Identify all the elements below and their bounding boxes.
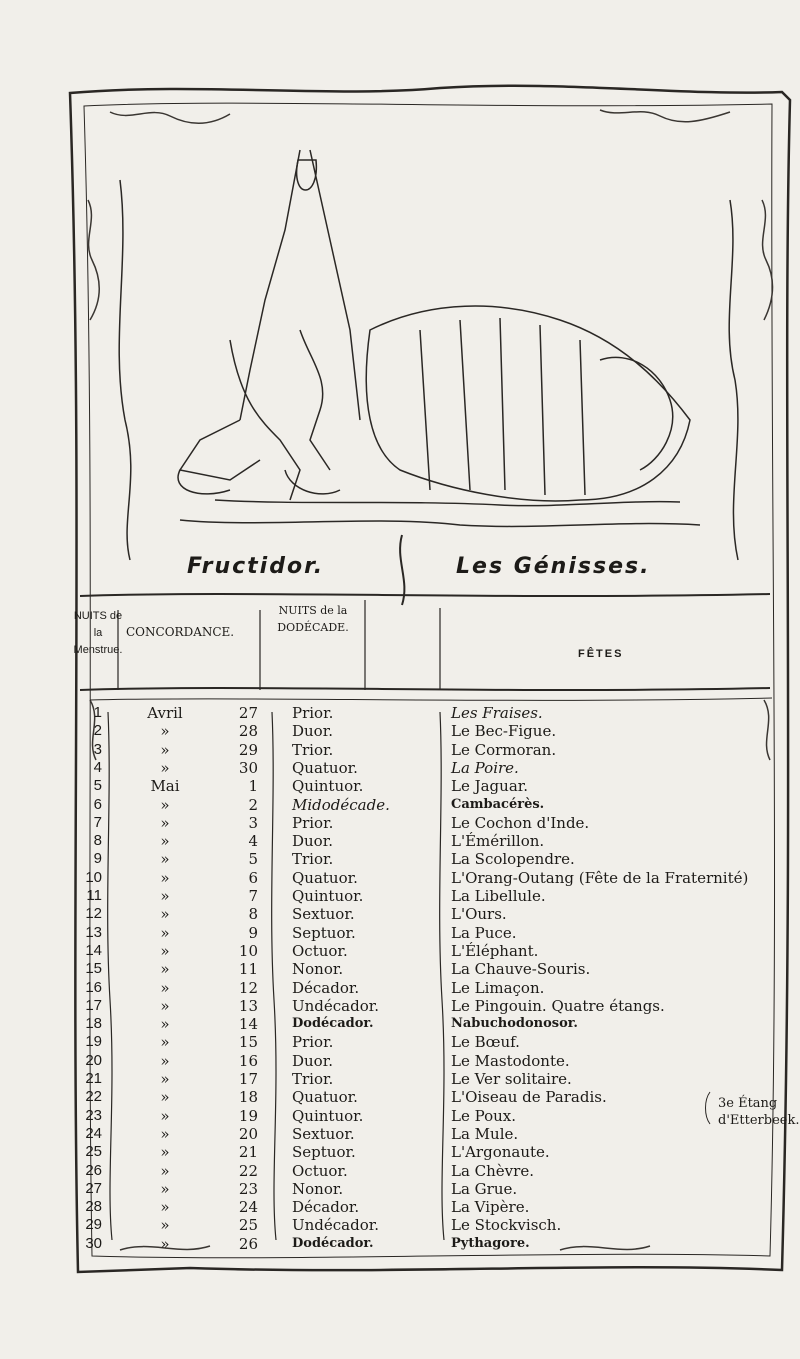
row-night-name: Septuor. [292,1143,356,1162]
row-month: » [160,1234,170,1253]
row-number: 6 [93,795,102,813]
row-number: 3 [93,740,102,758]
row-number: 2 [93,722,102,740]
row-day: 26 [238,1234,258,1253]
row-night-name: Quatuor. [292,1088,358,1107]
row-day: 14 [238,1015,258,1034]
row-fete: Le Poux. [451,1106,517,1125]
row-number: 7 [93,813,102,831]
row-month: Avril [147,704,183,722]
row-fete: Le Cochon d'Inde. [451,813,590,832]
row-night-name: Midodécade. [292,795,390,814]
row-night-name: Duor. [292,722,334,741]
row-month: Mai [150,777,180,796]
row-night-name: Trior. [292,740,334,759]
row-day: 29 [238,740,258,759]
row-night-name: Duor. [292,1051,334,1070]
row-number: 20 [85,1051,102,1069]
row-fete: Le Pingouin. Quatre étangs. [451,996,665,1015]
row-month: » [160,887,170,905]
row-fete: Cambacérès. [451,796,545,812]
row-night-name: Duor. [292,832,334,851]
row-number: 19 [85,1033,102,1051]
title-les-genisses: Les Génisses. [456,554,651,579]
row-day: 28 [238,722,258,741]
row-month: » [160,795,170,814]
row-month: » [160,868,170,887]
row-day: 21 [238,1143,258,1162]
row-day: 9 [248,923,258,942]
row-day: 23 [238,1179,258,1198]
row-fete: La Grue. [451,1179,518,1198]
row-number: 18 [85,1015,102,1033]
row-month: » [160,1051,170,1070]
row-fete: Le Bec-Figue. [451,722,557,741]
title-fructidor: Fructidor. [187,554,325,579]
row-night-name: Prior. [292,1033,334,1052]
row-month: » [160,923,170,942]
row-night-name: Dodécador. [292,1016,374,1032]
row-night-name: Sextuor. [292,905,355,924]
row-fete: Le Cormoran. [451,740,557,759]
row-fete: L'Argonaute. [451,1143,550,1162]
row-fete: L'Éléphant. [451,941,539,960]
row-number: 9 [93,850,102,868]
side-note-line1: 3e Étang [718,1096,778,1111]
row-number: 8 [93,832,102,850]
row-day: 15 [238,1033,258,1052]
row-number: 4 [93,758,102,776]
row-month: » [160,978,170,997]
row-fete: La Vipère. [451,1198,530,1217]
row-month: » [160,960,170,979]
row-number: 14 [85,941,102,959]
row-day: 17 [238,1070,258,1088]
row-month: » [160,1088,170,1107]
row-night-name: Trior. [292,1070,334,1088]
row-day: 24 [238,1198,258,1217]
header-nuits-menstrue: NUITS de la Menstrue. [73,610,123,656]
header-nuits-dodecade: NUITS de la DODÉCADE. [277,604,349,634]
row-month: » [160,1179,170,1198]
row-day: 1 [248,777,258,796]
row-fete: L'Émérillon. [451,832,545,851]
row-night-name: Undécador. [292,1216,380,1235]
row-night-name: Prior. [292,813,334,832]
row-night-name: Octuor. [292,1161,348,1180]
row-fete: Le Jaguar. [451,777,529,796]
row-fete: L'Orang-Outang (Fête de la Fraternité) [451,868,749,887]
row-month: » [160,1143,170,1162]
row-day: 20 [238,1124,258,1143]
row-month: » [160,1033,170,1052]
row-fete: Le Limaçon. [451,978,545,997]
row-night-name: Septuor. [292,923,356,942]
row-night-name: Dodécador. [292,1235,374,1251]
row-night-name: Décador. [292,1198,360,1217]
row-month: » [160,996,170,1015]
side-note-line2: d'Etterbeek. [718,1113,800,1128]
row-fete: L'Ours. [451,905,507,924]
row-number: 28 [85,1198,102,1216]
row-fete: La Puce. [451,923,517,942]
row-fete: La Libellule. [451,887,546,905]
row-month: » [160,1124,170,1143]
row-month: » [160,1106,170,1125]
row-day: 18 [238,1088,258,1107]
row-number: 15 [85,960,102,978]
row-day: 4 [248,832,258,851]
row-fete: La Scolopendre. [451,850,575,869]
row-month: » [160,1216,170,1235]
row-month: » [160,1161,170,1180]
row-fete: Pythagore. [451,1235,530,1251]
header-concordance: CONCORDANCE. [126,625,235,639]
row-night-name: Quintuor. [292,1106,364,1125]
row-day: 16 [238,1051,258,1070]
row-number: 13 [85,923,102,941]
row-fete: Nabuchodonosor. [451,1016,578,1032]
row-number: 21 [85,1070,102,1087]
row-day: 3 [248,813,258,832]
row-number: 16 [85,978,102,996]
side-note-etang [718,1095,799,1129]
row-day: 30 [238,758,258,777]
table-row [0,1233,800,1255]
row-night-name: Octuor. [292,941,348,960]
header-fetes: FÊTES [578,648,624,660]
row-fete: Le Stockvisch. [451,1216,562,1235]
row-fete: La Poire. [451,758,519,777]
row-night-name: Décador. [292,978,360,997]
row-day: 25 [238,1216,258,1235]
row-day: 7 [248,887,258,905]
row-number: 12 [85,905,102,923]
row-fete: Le Mastodonte. [451,1051,570,1070]
row-day: 13 [238,996,258,1015]
row-night-name: Quatuor. [292,868,358,887]
row-night-name: Prior. [292,704,334,722]
row-fete: Le Ver solitaire. [451,1070,572,1088]
row-number: 30 [85,1234,102,1252]
row-day: 22 [238,1161,258,1180]
row-day: 2 [248,795,258,814]
row-number: 22 [85,1088,102,1106]
row-night-name: Quintuor. [292,887,364,905]
row-number: 1 [93,704,102,721]
row-day: 19 [238,1106,258,1125]
row-night-name: Trior. [292,850,334,869]
row-number: 29 [85,1216,102,1234]
row-fete: Le Bœuf. [451,1033,520,1052]
row-number: 23 [85,1106,102,1124]
row-month: » [160,905,170,924]
row-month: » [160,1198,170,1217]
row-day: 6 [248,868,258,887]
row-fete: La Chauve-Souris. [451,960,591,979]
row-night-name: Nonor. [292,1179,344,1198]
row-month: » [160,1070,170,1088]
row-night-name: Nonor. [292,960,344,979]
row-month: » [160,1015,170,1034]
row-fete: L'Oiseau de Paradis. [451,1088,607,1107]
row-night-name: Sextuor. [292,1124,355,1143]
row-day: 27 [238,704,258,722]
row-month: » [160,941,170,960]
row-month: » [160,758,170,777]
illustration [119,150,738,560]
row-number: 11 [86,887,102,904]
row-day: 8 [248,905,258,924]
row-number: 26 [85,1161,102,1179]
row-number: 27 [85,1179,102,1197]
row-number: 24 [85,1124,102,1142]
row-fete: Les Fraises. [451,704,543,722]
row-day: 5 [248,850,258,869]
row-month: » [160,832,170,851]
row-month: » [160,813,170,832]
row-day: 10 [238,941,258,960]
row-number: 17 [85,996,102,1014]
row-day: 11 [238,960,258,979]
row-month: » [160,740,170,759]
row-night-name: Undécador. [292,996,380,1015]
row-month: » [160,850,170,869]
row-fete: La Mule. [451,1124,519,1143]
row-night-name: Quintuor. [292,777,364,796]
row-number: 10 [85,868,102,886]
row-number: 5 [93,777,102,795]
row-day: 12 [238,978,258,997]
row-night-name: Quatuor. [292,758,358,777]
row-month: » [160,722,170,741]
row-fete: La Chèvre. [451,1161,534,1180]
row-number: 25 [85,1143,102,1161]
